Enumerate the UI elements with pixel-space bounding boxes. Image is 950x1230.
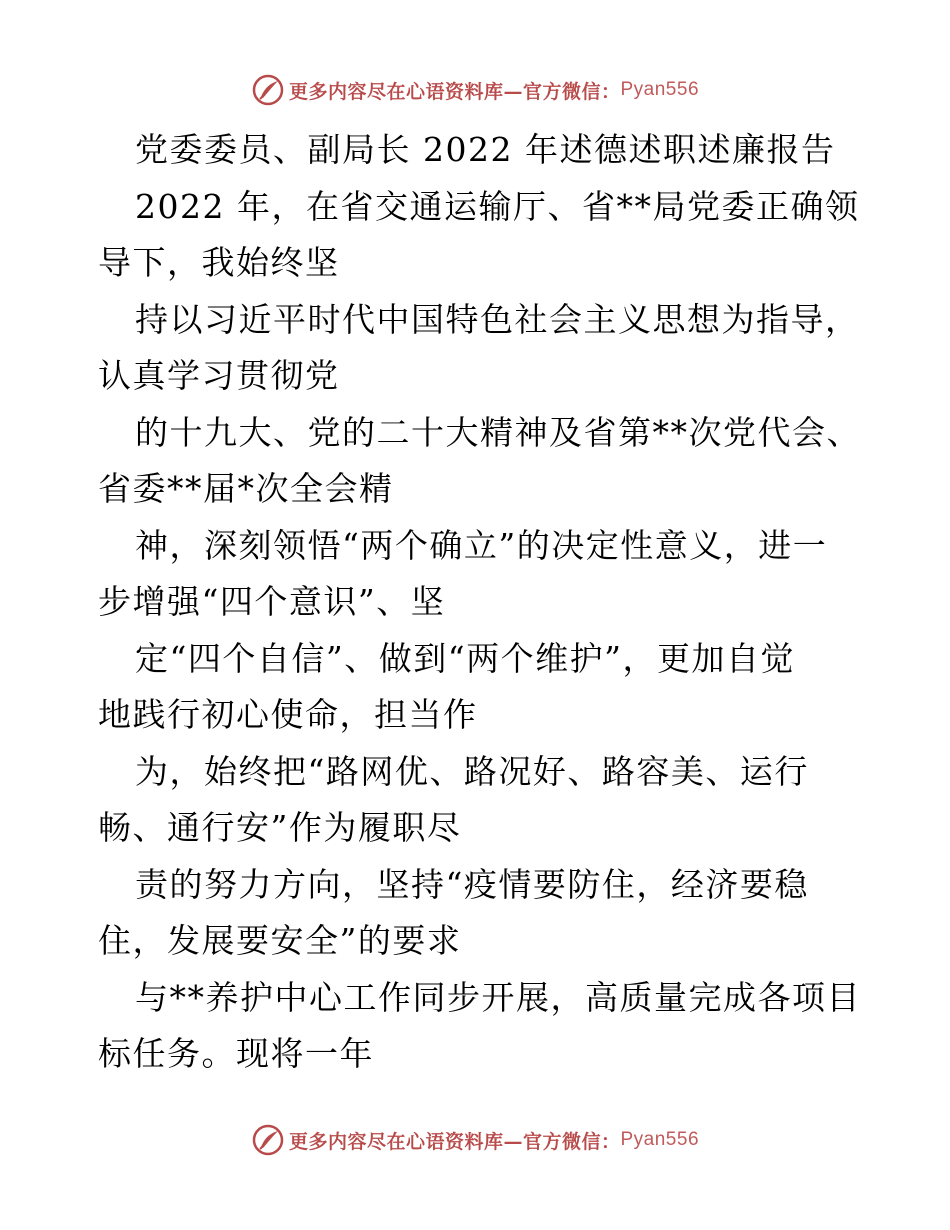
text-line: 为，始终把“路网优、路况好、路容美、运行 xyxy=(135,751,809,791)
text-line: 住，发展要安全”的要求 xyxy=(98,921,462,960)
text-line: 2022 年，在省交通运输厅、省**局党委正确领 xyxy=(135,186,860,226)
text-line: 定“四个自信”、做到“两个维护”，更加自觉 xyxy=(135,638,795,678)
text-line: 认真学习贯彻党 xyxy=(98,356,340,395)
header-banner xyxy=(0,70,950,110)
text-line: 地践行初心使命，担当作 xyxy=(98,695,478,734)
text-line: 持以习近平时代中国特色社会主义思想为指导， xyxy=(135,299,860,339)
text-line: 步增强“四个意识”、坚 xyxy=(98,582,446,621)
banner-text: 更多内容尽在心语资料库—官方微信： xyxy=(288,80,621,103)
document-body xyxy=(98,122,861,1083)
brand-logo-icon xyxy=(251,1123,285,1157)
banner-contact: Pyan556 xyxy=(620,79,700,100)
banner-text: 更多内容尽在心语资料库—官方微信： xyxy=(288,1130,621,1153)
text-line: 导下，我始终坚 xyxy=(98,243,340,282)
text-line: 的十九大、党的二十大精神及省第**次党代会、 xyxy=(135,412,861,452)
text-line: 责的努力方向，坚持“疫情要防住，经济要稳 xyxy=(135,864,809,904)
text-line: 神，深刻领悟“两个确立”的决定性意义，进一 xyxy=(135,525,828,565)
text-line: 与**养护中心工作同步开展，高质量完成各项目 xyxy=(135,977,861,1017)
text-line: 党委委员、副局长 2022 年述德述职述廉报告 xyxy=(135,130,836,169)
text-line: 畅、通行安”作为履职尽 xyxy=(98,808,462,847)
text-line: 省委**届*次全会精 xyxy=(98,469,394,508)
footer-banner xyxy=(0,1120,950,1160)
banner-contact: Pyan556 xyxy=(620,1129,700,1150)
brand-logo-icon xyxy=(251,73,285,107)
text-line: 标任务。现将一年 xyxy=(98,1034,374,1073)
